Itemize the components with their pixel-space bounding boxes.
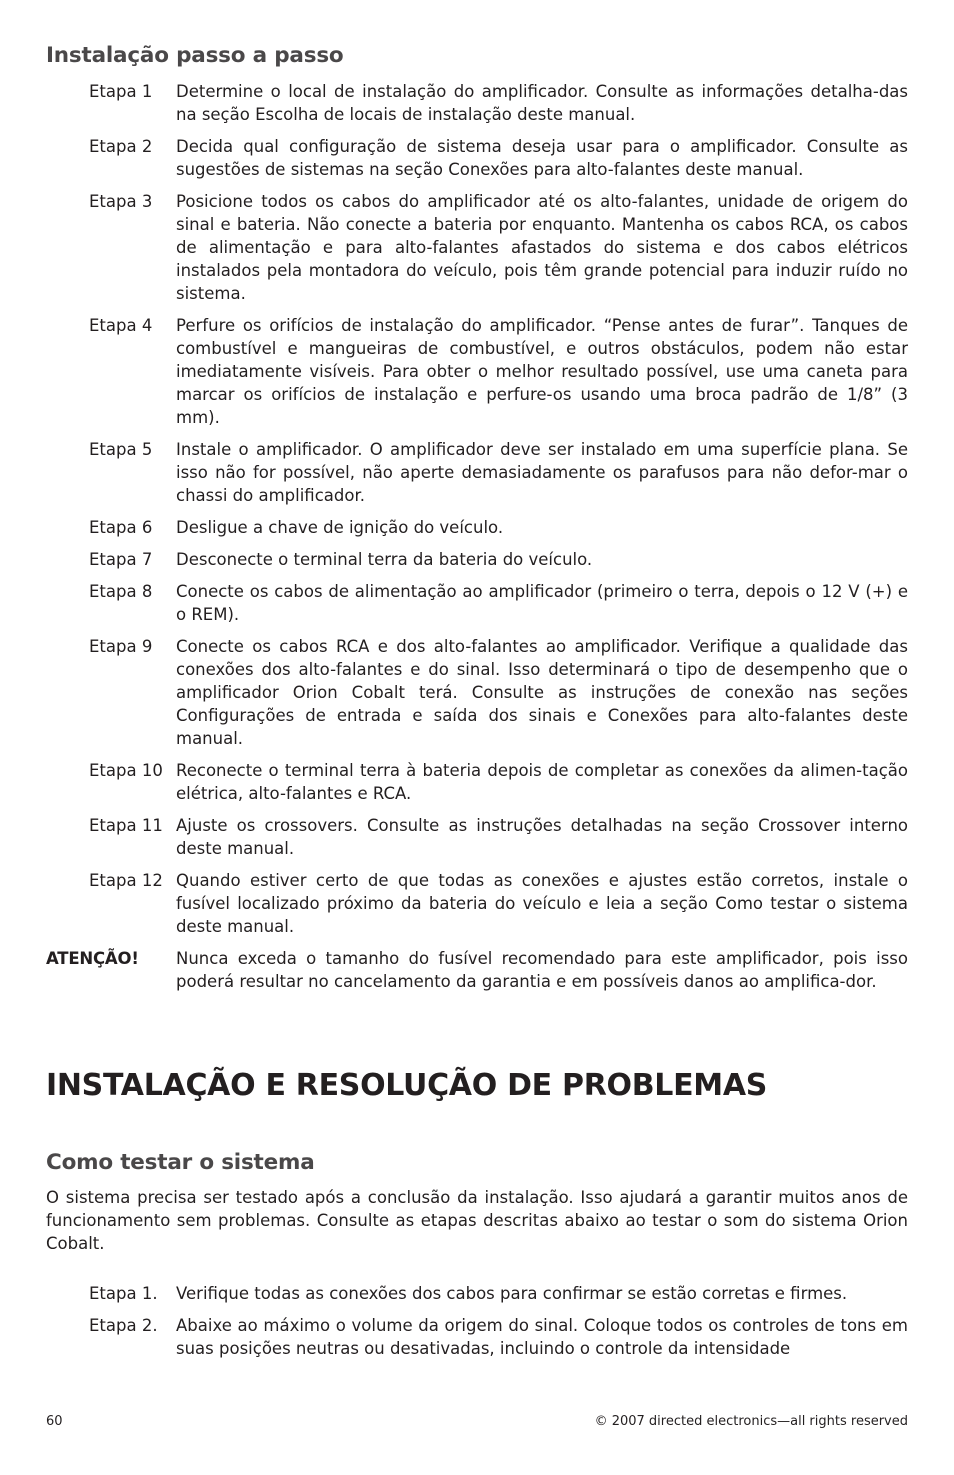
step-text: Abaixe ao máximo o volume da origem do sinal. Coloque todos os controles de tons em suas posições neutras ou desativadas, incluindo o controle da intensidade [176, 1316, 908, 1358]
copyright-notice: © 2007 directed electronics—all rights reserved [594, 1414, 908, 1429]
step-item [0, 190, 954, 305]
step-item [0, 548, 954, 571]
step-label: Etapa 5 [89, 440, 153, 459]
step-item [0, 438, 954, 507]
step-text: Perfure os orifícios de instalação do amplificador. “Pense antes de furar”. Tanques de combustível e mangueiras de combustível, e outros obstáculos, podem não estar imediatamente visíveis. Para obter o melhor resultado possível, use uma caneta para marcar os orifícios de instalação e perfure-os usando uma broca padrão de 1/8” (3 mm). [176, 316, 908, 427]
step-label: Etapa 4 [89, 316, 153, 335]
step-item [0, 580, 954, 626]
step-text: Verifique todas as conexões dos cabos para confirmar se estão corretas e firmes. [176, 1284, 848, 1303]
step-text: Decida qual configuração de sistema deseja usar para o amplificador. Consulte as sugestões de sistemas na seção Conexões para alto-falantes deste manual. [176, 137, 908, 179]
step-item [0, 869, 954, 938]
step-text: Quando estiver certo de que todas as conexões e ajustes estão corretos, instale o fusível localizado próximo da bateria do veículo e leia a seção Como testar o sistema deste manual. [176, 871, 908, 936]
step-label: Etapa 3 [89, 192, 153, 211]
step-text: Reconecte o terminal terra à bateria depois de completar as conexões da alimen-tação elétrica, alto-falantes e RCA. [176, 761, 908, 803]
section-heading-step-by-step: Instalação passo a passo [46, 43, 344, 68]
step-label: Etapa 11 [89, 816, 163, 835]
step-item [0, 759, 954, 805]
step-text: Determine o local de instalação do amplificador. Consulte as informações detalha-das na seção Escolha de locais de instalação deste manual. [176, 82, 908, 124]
step-text: Instale o amplificador. O amplificador deve ser instalado em uma superfície plana. Se isso não for possível, não aperte demasiadamente os parafusos para não defor-mar o chassi do amplificador. [176, 440, 908, 505]
step-label: Etapa 6 [89, 518, 153, 537]
step-label: Etapa 12 [89, 871, 163, 890]
step-label: Etapa 1 [89, 82, 153, 101]
page-number: 60 [46, 1414, 63, 1429]
step-text: Conecte os cabos RCA e dos alto-falantes ao amplificador. Verifique a qualidade das conexões dos alto-falantes e do sinal. Isso determinará o tipo de desempenho que o amplificador Orion Cobalt terá. Consulte as instruções de conexão nas seções Configurações de entrada e saída dos sinais e Conexões para alto-falantes deste manual. [176, 637, 908, 748]
step-label: Etapa 10 [89, 761, 163, 780]
step-label: Etapa 2 [89, 137, 153, 156]
warning-item [0, 947, 954, 993]
step-text: Desconecte o terminal terra da bateria do veículo. [176, 550, 593, 569]
step-item [0, 314, 954, 429]
warning-text: Nunca exceda o tamanho do fusível recomendado para este amplificador, pois isso poderá resultar no cancelamento da garantia e em possíveis danos ao amplifica-dor. [176, 949, 908, 991]
warning-label: ATENÇÃO! [46, 949, 139, 968]
step-label: Etapa 1. [89, 1284, 158, 1303]
testing-steps-list [0, 1282, 954, 1369]
step-label: Etapa 7 [89, 550, 153, 569]
installation-steps-list [0, 80, 954, 1002]
step-label: Etapa 9 [89, 637, 153, 656]
step-label: Etapa 2. [89, 1316, 158, 1335]
chapter-title: INSTALAÇÃO E RESOLUÇÃO DE PROBLEMAS [46, 1068, 768, 1103]
step-item [0, 635, 954, 750]
step-item [0, 1282, 954, 1305]
step-item [0, 814, 954, 860]
step-item [0, 1314, 954, 1360]
testing-intro-paragraph: O sistema precisa ser testado após a conclusão da instalação. Isso ajudará a garantir muitos anos de funcionamento sem problemas. Consulte as etapas descritas abaixo ao testar o som do sistema Orion Cobalt. [46, 1188, 908, 1253]
step-text: Ajuste os crossovers. Consulte as instruções detalhadas na seção Crossover interno deste manual. [176, 816, 908, 858]
step-text: Conecte os cabos de alimentação ao amplificador (primeiro o terra, depois o 12 V (+) e o REM). [176, 582, 908, 624]
step-text: Desligue a chave de ignição do veículo. [176, 518, 504, 537]
step-item [0, 135, 954, 181]
section-heading-testing: Como testar o sistema [46, 1150, 315, 1175]
step-item [0, 80, 954, 126]
step-item [0, 516, 954, 539]
step-label: Etapa 8 [89, 582, 153, 601]
step-text: Posicione todos os cabos do amplificador até os alto-falantes, unidade de origem do sinal e bateria. Não conecte a bateria por enquanto. Mantenha os cabos RCA, os cabos de alimentação e para alto-falantes afastados do sistema e dos cabos elétricos instalados pela montadora do veículo, pois têm grande potencial para induzir ruído no sistema. [176, 192, 908, 303]
